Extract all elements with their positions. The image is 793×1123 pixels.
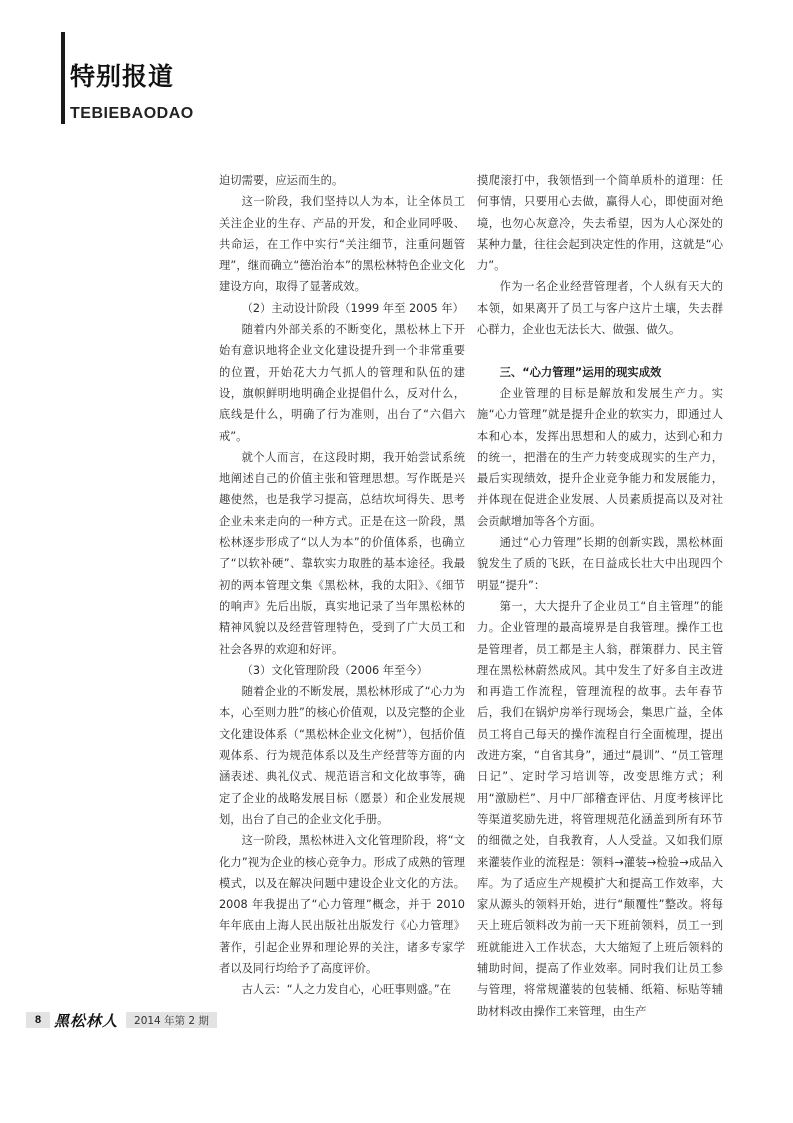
section-marker-bar — [61, 32, 65, 124]
right-column — [477, 170, 723, 1022]
page-footer — [26, 1011, 217, 1029]
subsection-heading: （2）主动设计阶段（1999 年至 2005 年） — [241, 301, 464, 315]
paragraph: 这一阶段，我们坚持以人为本，让全体员工关注企业的生存、产品的开发，和企业同呼吸、共命运，在工作中实行“关注细节，注重问题管理”，继而确立“德治治本”的黑松林特色企业文化建设方向，取得了显著成效。 — [219, 195, 465, 294]
paragraph: 古人云：“人之力发自心，心旺事则盛。”在 — [241, 983, 451, 997]
section-heading: 三、“心力管理”运用的现实成效 — [499, 365, 662, 379]
paragraph: 通过“心力管理”长期的创新实践，黑松林面貌发生了质的飞跃，在日益成长壮大中出现四个明显“提升”： — [477, 536, 723, 592]
subsection-heading: （3）文化管理阶段（2006 年至今） — [241, 663, 428, 677]
page-number: 8 — [26, 1012, 50, 1028]
paragraph: 就个人而言，在这段时期，我开始尝试系统地阐述自己的价值主张和管理思想。写作既是兴趣使然，也是我学习提高，总结坎坷得失、思考企业未来走向的一种方式。正是在这一阶段，黑松林逐步形成了“以人为本”的价值体系，也确立了“以软补硬”、靠软实力取胜的基本途径。我最初的两本管理文集《黑松林，我的太阳》、《细节的响声》先后出版，真实地记录了当年黑松林的精神风貌以及经营管理特色，受到了广大员工和社会各界的欢迎和好评。 — [219, 450, 465, 656]
paragraph: 迫切需要，应运而生的。 — [219, 174, 344, 187]
magazine-logo: 黑松林人 — [54, 1011, 119, 1030]
paragraph: 摸爬滚打中，我领悟到一个简单质朴的道理：任何事情，只要用心去做，赢得人心，即使面对绝境，也勿心灰意冷，失去希望，因为人心深处的某种力量，往往会起到决定性的作用，这就是“心力”。 — [477, 174, 723, 273]
paragraph: 这一阶段，黑松林进入文化管理阶段，将“文化力”视为企业的核心竞争力。形成了成熟的管理模式，以及在解决问题中建设企业文化的方法。2008 年我提出了“心力管理”概念，并于 2010 年年底由上海人民出版社出版发行《心力管理》著作，引起企业界和理论界的关注，诸多专家学者以及同行均给予了高度评价。 — [219, 834, 465, 975]
paragraph: 作为一名企业经营管理者，个人纵有天大的本领，如果离开了员工与客户这片土壤，失去群心群力，企业也无法长大、做强、做久。 — [477, 280, 723, 337]
paragraph: 随着内外部关系的不断变化，黑松林上下开始有意识地将企业文化建设提升到一个非常重要的位置，开始花大力气抓人的管理和队伍的建设，旗帜鲜明地明确企业提倡什么，反对什么，底线是什么，明确了行为准则，出台了“六倡六戒”。 — [219, 323, 465, 443]
left-column — [219, 170, 465, 1001]
paragraph: 企业管理的目标是解放和发展生产力。实施“心力管理”就是提升企业的软实力，即通过人本和心本，发挥出思想和人的威力，达到心和力的统一，把潜在的生产力转变成现实的生产力，最后实现绩效，提升企业竞争能力和发展能力，并体现在促进企业发展、人员素质提高以及对社会贡献增加等各个方面。 — [477, 386, 723, 528]
issue-label: 2014 年第 2 期 — [126, 1012, 217, 1028]
section-title: 特别报道 — [70, 62, 175, 91]
section-subtitle: TEBIEBAODAO — [70, 105, 194, 122]
paragraph: 第一，大大提升了企业员工“自主管理”的能力。企业管理的最高境界是自我管理。操作工也是管理者，员工都是主人翁，群策群力、民主管理在黑松林蔚然成风。其中发生了好多自主改进和再造工作流程，管理流程的故事。去年春节后，我们在锅炉房举行现场会，集思广益，全体员工将自己每天的操作流程自行全面梳理，提出改进方案，“自省其身”，通过“晨训”、“员工管理日记”、定时学习培训等，改变思维方式；利用“激励栏”、月中厂部稽查评估、月度考核评比等渠道奖励先进，将管理规范化涵盖到所有环节的细微之处，自我教育，人人受益。又如我们原来灌装作业的流程是：领料→灌装→检验→成品入库。为了适应生产规模扩大和提高工作效率，大家从源头的领料开始，进行“颠覆性”整改。将每天上班后领料改为前一天下班前领料，员工一到班就能进入工作状态，大大缩短了上班后领料的辅助时间，提高了作业效率。同时我们让员工参与管理，将常规灌装的包装桶、纸箱、标贴等辅助材料改由操作工来管理，由生产 — [477, 599, 723, 1018]
paragraph: 随着企业的不断发展，黑松林形成了“心力为本，心至则力胜”的核心价值观，以及完整的企业文化建设体系（“黑松林企业文化树”），包括价值观体系、行为规范体系以及生产经营等方面的内涵表述、典礼仪式、规范语言和文化故事等，确定了企业的战略发展目标（愿景）和企业发展规划，出台了自己的企业文化手册。 — [219, 685, 465, 826]
spacer — [477, 340, 723, 361]
